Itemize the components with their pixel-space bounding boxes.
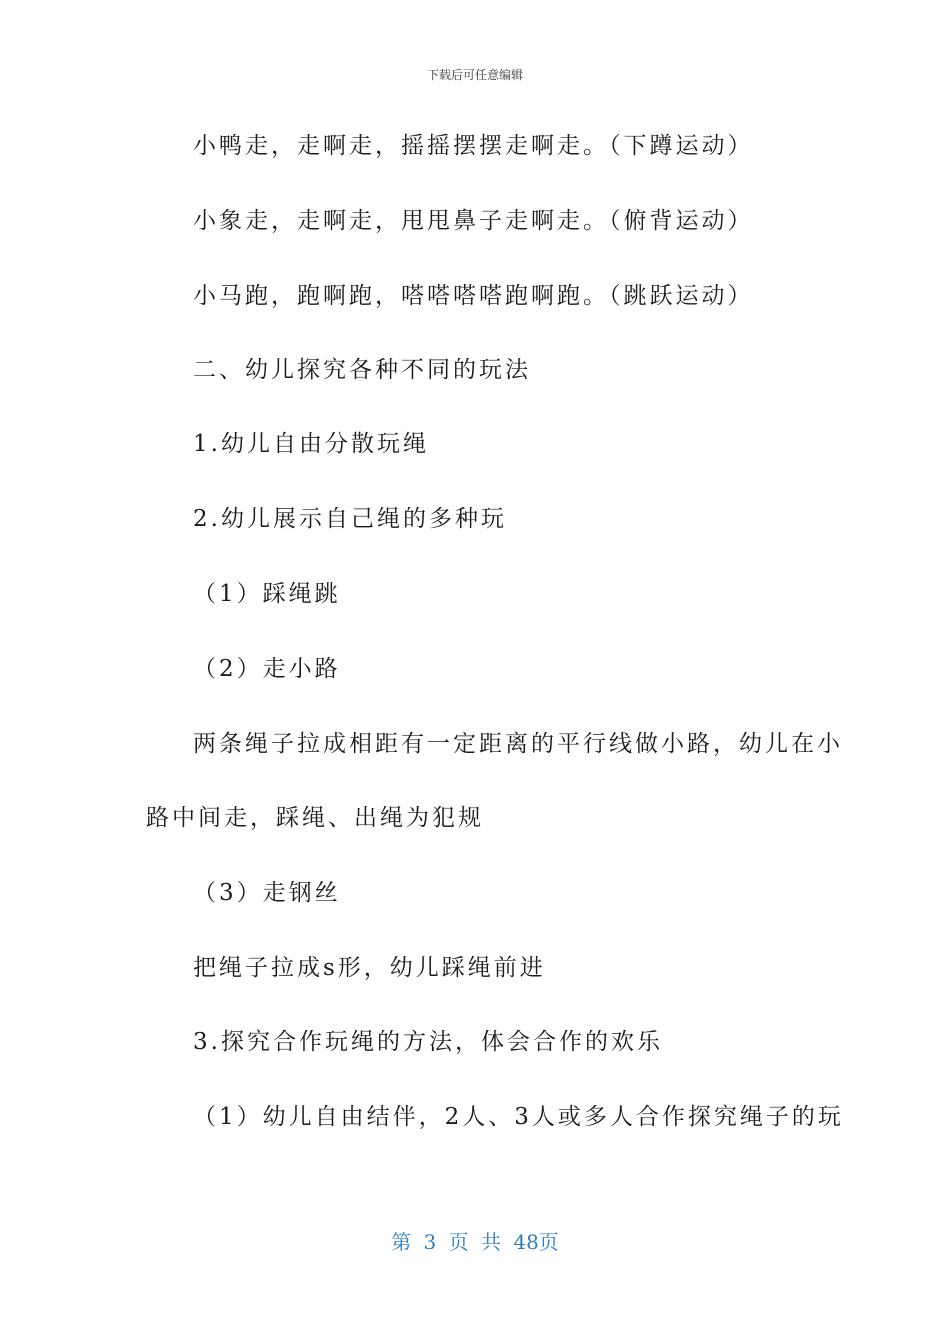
page-number: 第 3 页 共 48页	[391, 1230, 559, 1254]
text-line: 小马跑，跑啊跑，嗒嗒嗒嗒跑啊跑。（跳跃运动）	[193, 283, 754, 309]
text-line: （1）踩绳跳	[193, 581, 341, 607]
page-header: 下载后可任意编辑	[426, 68, 523, 82]
text-line: 把绳子拉成s形，幼儿踩绳前进	[193, 955, 546, 981]
section-heading: 二、幼儿探究各种不同的玩法	[193, 357, 531, 383]
text-line: 路中间走，踩绳、出绳为犯规	[146, 805, 484, 831]
text-line: 小鸭走，走啊走，摇摇摆摆走啊走。（下蹲运动）	[193, 133, 754, 159]
text-line: 2.幼儿展示自己绳的多种玩	[193, 506, 507, 532]
text-line: 两条绳子拉成相距有一定距离的平行线做小路，幼儿在小	[193, 731, 843, 757]
text-line: （1）幼儿自由结伴，2人、3人或多人合作探究绳子的玩	[193, 1104, 844, 1130]
text-line: 1.幼儿自由分散玩绳	[193, 431, 429, 457]
text-line: 3.探究合作玩绳的方法，体会合作的欢乐	[193, 1029, 663, 1055]
text-line: （3）走钢丝	[193, 880, 341, 906]
text-line: （2）走小路	[193, 656, 341, 682]
text-line: 小象走，走啊走，甩甩鼻子走啊走。（俯背运动）	[193, 208, 754, 234]
